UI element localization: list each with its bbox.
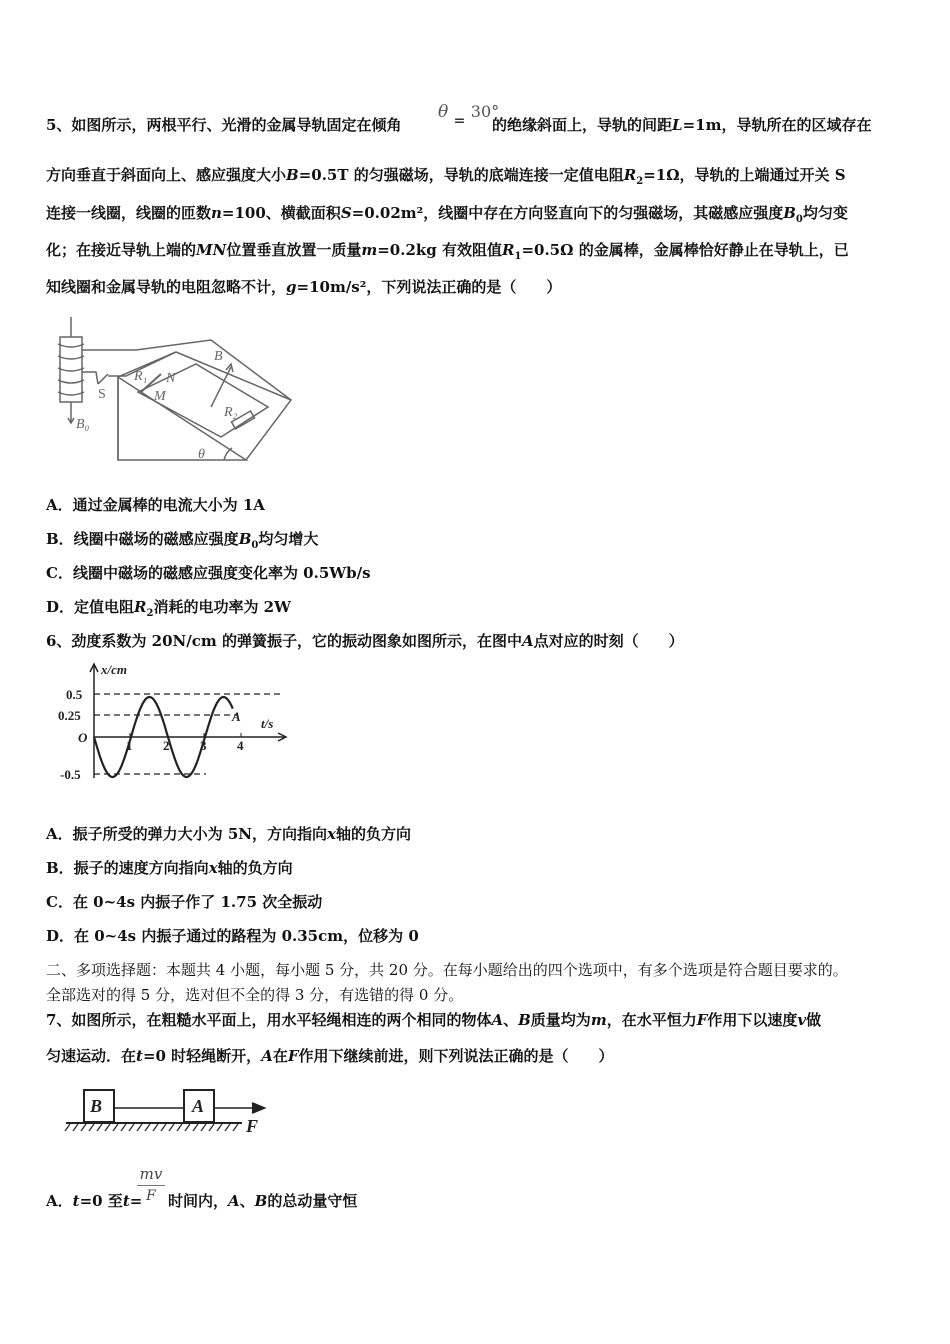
graph-origin: O bbox=[78, 730, 88, 745]
q5-line-3: 连接一线圈，线圈的匝数n=100、横截面积S=0.02m²，线圈中存在方向竖直向下的匀强磁场，其磁感应强度$B_0$均匀变 bbox=[46, 204, 848, 225]
fraction-mv-over-F: mv F bbox=[137, 1165, 165, 1204]
block-A-label: A bbox=[192, 1096, 205, 1116]
theta-30-formula: θ $_=$ 30° bbox=[438, 102, 500, 129]
q5-incline-figure bbox=[46, 312, 306, 467]
section-heading-line-1: 二、多项选择题：本题共 4 小题，每小题 5 分，共 20 分。在每小题给出的四个选项中，有多个选项是符合题目要求的。 bbox=[46, 961, 848, 979]
fig-label-N: N bbox=[166, 371, 176, 386]
q5-option-a: A．通过金属棒的电流大小为 1A bbox=[46, 496, 265, 514]
graph-y-0.5: 0.5 bbox=[66, 687, 83, 702]
q7-blocks-figure bbox=[62, 1082, 277, 1142]
fig-label-B0: B₀ bbox=[76, 417, 90, 432]
q6-option-c: C．在 0~4s 内振子作了 1.75 次全振动 bbox=[46, 893, 323, 911]
graph-y-0.25: 0.25 bbox=[58, 708, 81, 723]
graph-x-4: 4 bbox=[237, 738, 244, 753]
section-heading-line-2: 全部选对的得 5 分，选对但不全的得 3 分，有选错的得 0 分。 bbox=[46, 986, 464, 1004]
q7-option-a-rest: 时间内，A、B的总动量守恒 bbox=[168, 1192, 358, 1210]
graph-point-A: A bbox=[232, 709, 241, 724]
block-B-label: B bbox=[90, 1096, 103, 1116]
fig-label-S: S bbox=[98, 387, 106, 402]
q5-line-1b: 的绝缘斜面上，导轨的间距L=1m，导轨所在的区域存在 bbox=[492, 116, 872, 134]
q5-option-c: C．线圈中磁场的磁感应强度变化率为 0.5Wb/s bbox=[46, 564, 371, 582]
force-F-label: F bbox=[246, 1116, 259, 1136]
q6-option-a: A．振子所受的弹力大小为 5N，方向指向x轴的负方向 bbox=[46, 825, 411, 843]
fig-label-R1: R₁ bbox=[134, 369, 148, 384]
graph-y-neg: -0.5 bbox=[60, 767, 81, 782]
fig-label-R2: R₂ bbox=[224, 405, 238, 420]
q5-line-5: 知线圈和金属导轨的电阻忽略不计，g=10m/s²，下列说法正确的是（ ） bbox=[46, 278, 562, 296]
fig-label-M: M bbox=[154, 389, 166, 404]
q5-line-2: 方向垂直于斜面向上、感应强度大小B=0.5T 的匀强磁场，导轨的底端连接一定值电阻$R_2=1\Omega$，导轨的上端通过开关 S bbox=[46, 166, 846, 187]
q7-option-a: A．t=0 至t= bbox=[46, 1192, 143, 1210]
q5-option-b: B．线圈中磁场的磁感应强度$B_0$均匀增大 bbox=[46, 530, 319, 551]
graph-x-3: 3 bbox=[200, 738, 207, 753]
graph-x-1: 1 bbox=[126, 738, 133, 753]
q6-option-d: D．在 0~4s 内振子通过的路程为 0.35cm，位移为 0 bbox=[46, 927, 419, 945]
graph-ylabel: x/cm bbox=[101, 662, 127, 677]
fig-label-B: B bbox=[214, 349, 223, 364]
q6-line-1: 6、劲度系数为 20N/cm 的弹簧振子，它的振动图象如图所示，在图中A点对应的时刻（ ） bbox=[46, 632, 684, 650]
q5-line-4: 化；在接近导轨上端的MN位置垂直放置一质量m=0.2kg 有效阻值$R_1=0.5\Omega$ 的金属棒，金属棒恰好静止在导轨上，已 bbox=[46, 241, 849, 262]
graph-xlabel: t/s bbox=[261, 716, 274, 731]
q5-line-1: 5、如图所示，两根平行、光滑的金属导轨固定在倾角 bbox=[46, 116, 402, 134]
fig-label-theta: θ bbox=[198, 447, 205, 462]
graph-x-2: 2 bbox=[163, 738, 170, 753]
q6-vibration-graph bbox=[56, 660, 296, 785]
q7-line-1: 7、如图所示，在粗糙水平面上，用水平轻绳相连的两个相同的物体A、B质量均为m，在水平恒力F作用下以速度v做 bbox=[46, 1011, 822, 1029]
q7-line-2: 匀速运动．在t=0 时轻绳断开，A在F作用下继续前进，则下列说法正确的是（ ） bbox=[46, 1047, 614, 1065]
q6-option-b: B．振子的速度方向指向x轴的负方向 bbox=[46, 859, 293, 877]
q5-option-d: D．定值电阻$R_2$消耗的电功率为 2W bbox=[46, 598, 291, 619]
